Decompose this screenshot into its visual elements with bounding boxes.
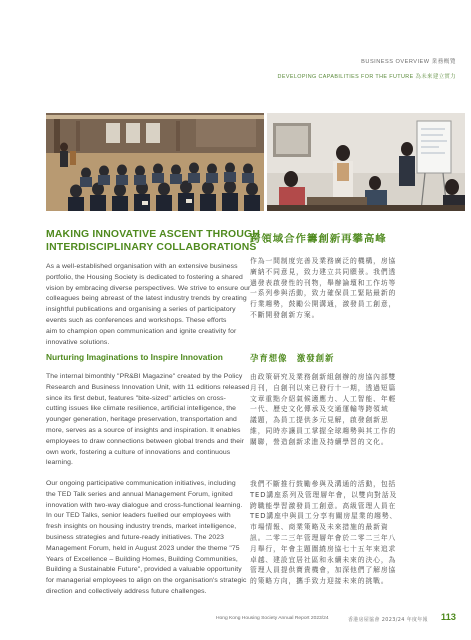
text-line: vision by embracing diverse perspectives. We strive to ensure our [46, 284, 251, 292]
text-line: since its first debut, features "bite-sized" articles on cross- [46, 394, 226, 402]
text-line: 過發表啟發性的刊物，舉辦論壇和工作坊等 [250, 278, 397, 287]
text-line: events such as conferences and workshops. These efforts [46, 316, 227, 324]
text-line: 關聯，營造創新求進及持續學習的文化。 [250, 437, 389, 446]
text-line: 一代、歷史文化傳承及交通運輸等跨領域 [250, 405, 389, 414]
text-line: 市場情報、商業策略及未來措施的最新資 [250, 523, 389, 532]
text-line: 行業趨勢，鼓勵公開溝通，激發員工創意， [250, 300, 397, 309]
communication-paragraph-en [46, 479, 247, 598]
text-line: Our ongoing participative communication initiatives, including [46, 480, 236, 487]
text-line: younger generation, heritage preservation, transportation and [46, 416, 237, 424]
footer-report-title-en: Hong Kong Housing Society Annual Report 2023/24 [216, 616, 329, 621]
intro-paragraph-zh [250, 256, 450, 321]
magazine-paragraph-zh [250, 372, 450, 448]
text-line: TED講座中與員工分享有關房屋業的趨勢、 [250, 512, 398, 521]
section-header: BUSINESS OVERVIEW 業務概覽 [361, 59, 456, 65]
subsection-header: DEVELOPING CAPABILITIES FOR THE FUTURE 為未來建立實力 [277, 74, 456, 80]
text-line: insightful publications and organising a series of participatory [46, 306, 236, 314]
text-line: learning. [46, 459, 73, 467]
text-line: business strategies and future-ready initiatives. The 2023 [46, 533, 224, 541]
text-line: own work, fostering a culture of innovations and continuous [46, 448, 231, 456]
intro-paragraph-en [46, 262, 251, 348]
text-line: TED講座系列及管理層年會，以雙向對話及 [250, 490, 398, 499]
text-line: portfolio, the Housing Society is dedicated to fostering a shared [46, 273, 243, 281]
text-line: more, serves as a source of insights and inspiration. It enables [46, 426, 241, 434]
text-line: In our TED Talks, senior leaders fuelled our employees with [46, 512, 231, 520]
text-line: 卓越、建設宜居社區和永續未來的決心，為 [250, 555, 397, 564]
text-line: 跨職能學習激發員工創意。高級管理人員在 [250, 501, 397, 510]
text-line: 文章重點介紹氣候適應力、人工智能、年輕 [250, 394, 397, 403]
text-line: for managerial employees to align on the organisation's strategic [46, 577, 247, 585]
text-line: 月舉行，年會主題圍繞房協七十五年來追求 [250, 544, 397, 553]
text-line: 作為一間制度完善及業務廣泛的機構，房協 [250, 257, 397, 265]
footer-report-title-zh: 香港房屋協會 2023/24 年度年報 [348, 617, 428, 623]
text-line: cutting issues like climate resilience, artificial intelligence, the [46, 405, 237, 413]
workshop-presentation-photo [267, 113, 465, 211]
text-line: Building a Sustainable Future", provided a valuable opportunity [46, 566, 242, 574]
text-line: direction and collectively address future challenges. [46, 587, 207, 595]
text-line: innovation with two-way dialogue and cross-functional learning. [46, 501, 243, 509]
text-line: aim to champion open communication and ignite creativity for [46, 327, 237, 335]
text-line: 廣納不同意見，致力建立共同願景。我們透 [250, 267, 397, 276]
text-line: 議題，為員工提供多元見解，啟發創新思 [250, 416, 389, 425]
text-line: Research and Business Innovation Unit, with 11 editions released [46, 383, 250, 391]
text-line: employees to draw connections between global trends and their [46, 437, 245, 445]
text-line: Management Forum, held in August 2023 under the theme "75 [46, 544, 240, 552]
workshop-photo-illustration [267, 113, 465, 211]
heading-line: MAKING INNOVATIVE ASCENT THROUGH [46, 229, 261, 240]
subheading-en: Nurturing Imaginations to Inspire Innovation [46, 352, 223, 362]
section-heading-zh: 跨領域合作籌創新再攀高峰 [250, 233, 387, 245]
conference-audience-photo [46, 113, 264, 211]
text-line: 一系列參與活動，致力確保員工緊貼最新的 [250, 289, 397, 298]
text-line: 月刊，自創刊以來已發行十一期，透過短篇 [250, 383, 397, 392]
magazine-paragraph-en [46, 372, 250, 469]
text-line: 訊。二零二三年管理層年會於二零二三年八 [250, 533, 397, 542]
text-line: 管理人員提供寶貴機會，加深他們了解房協 [250, 566, 397, 575]
text-line: Years of Excellence – Building Homes, Building Communities, [46, 555, 238, 563]
text-line: The internal bimonthly "PR&BI Magazine" created by the Policy [46, 373, 243, 380]
text-line: 不斷開發創新方案。 [250, 310, 320, 319]
text-line: 的策略方向，攜手致力迎接未來的挑戰。 [250, 577, 389, 586]
text-line: 維，同時亦讓員工掌握全球趨勢與其工作的 [250, 426, 397, 435]
text-line: the TED Talk series and annual Management Forum, ignited [46, 490, 233, 498]
text-line: fresh insights on housing industry trends, market intelligence, [46, 523, 237, 531]
text-line: 我們不斷推行鼓勵參與及溝通的活動，包括 [250, 480, 397, 488]
communication-paragraph-zh [250, 479, 450, 587]
text-line: innovative solutions. [46, 338, 110, 346]
heading-line: INTERDISCIPLINARY COLLABORATIONS [46, 242, 257, 253]
section-heading-en [46, 228, 266, 254]
page-number: 113 [440, 611, 456, 622]
conference-photo-illustration [46, 113, 264, 211]
text-line: colleagues being abreast of the latest industry trends by creating [46, 295, 247, 303]
text-line: 由政策研究及業務創新組創辦的房協內部雙 [250, 373, 397, 381]
subheading-zh: 孕育想像 激發創新 [250, 353, 335, 363]
text-line: As a well-established organisation with an extensive business [46, 263, 238, 270]
